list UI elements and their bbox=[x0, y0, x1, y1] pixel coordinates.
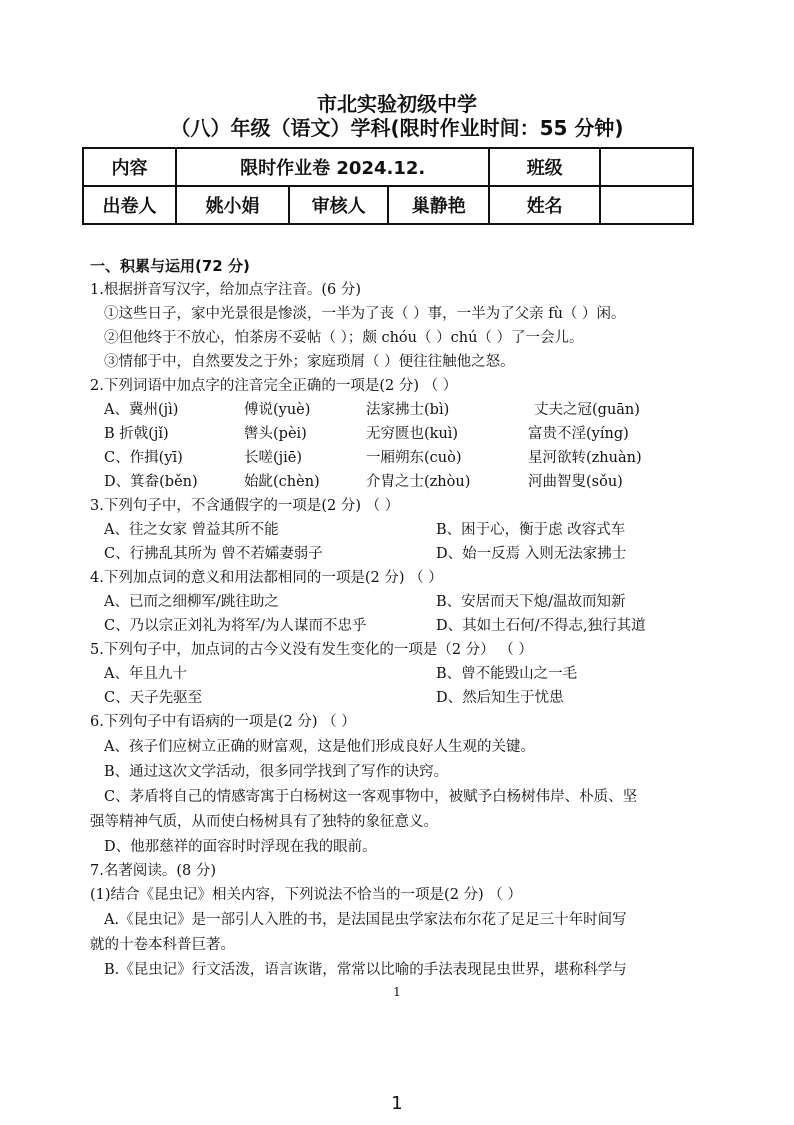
page-number: 1 bbox=[391, 1093, 403, 1114]
q1-line1: ①这些日子，家中光景很是惨淡，一半为了丧（ ）事，一半为了父亲 fù（ ）闲。 bbox=[104, 306, 626, 322]
q4-option-d: D、其如土石何/不得志,独行其道 bbox=[436, 618, 646, 634]
q2-r2c1: 长嗟(jiē) bbox=[244, 450, 303, 466]
content-value: 限时作业卷 2024.12. bbox=[176, 148, 489, 186]
q5-option-c: C、天子先驱至 bbox=[104, 690, 203, 706]
q7-stem: 7.名著阅读。(8 分) bbox=[90, 863, 216, 879]
section-title: 一、积累与运用(72 分) bbox=[90, 257, 250, 275]
q6-option-a: A、孩子们应树立正确的财富观，这是他们形成良好人生观的关键。 bbox=[104, 739, 535, 755]
q2-r2c0: C、作揖(yī) bbox=[104, 450, 183, 466]
q2-r0c1: 傅说(yuè) bbox=[244, 402, 311, 418]
name-blank bbox=[600, 186, 693, 224]
q2-r0c3: 丈夫之冠(guān) bbox=[534, 402, 640, 418]
q6-option-c-line1: C、茅盾将自己的情感寄寓于白杨树这一客观事物中，被赋予白杨树伟岸、朴质、坚 bbox=[104, 789, 638, 805]
q2-r2c2: 一厢朔东(cuò) bbox=[366, 450, 462, 466]
q6-option-c-line2: 强等精神气质，从而使白杨树具有了独特的象征意义。 bbox=[90, 814, 438, 830]
q2-r1c0: B 折戟(jǐ) bbox=[104, 426, 169, 442]
q2-r1c2: 无穷匮也(kuì) bbox=[366, 426, 459, 442]
page-number-small: 1 bbox=[393, 985, 401, 999]
q2-r1c3: 富贵不淫(yíng) bbox=[528, 426, 629, 442]
q6-option-d: D、他那慈祥的面容时时浮现在我的眼前。 bbox=[104, 839, 377, 855]
q2-r3c3: 河曲智叟(sǒu) bbox=[528, 474, 623, 490]
name-label: 姓名 bbox=[489, 186, 600, 224]
q4-option-b: B、安居而天下熄/温故而知新 bbox=[436, 594, 626, 610]
q6-stem: 6.下列句子中有语病的一项是(2 分) （ ） bbox=[90, 714, 356, 730]
q1-stem: 1.根据拼音写汉字，给加点字注音。(6 分) bbox=[90, 282, 361, 298]
q4-stem: 4.下列加点词的意义和用法都相同的一项是(2 分) （ ） bbox=[90, 570, 443, 586]
reviewer-label: 审核人 bbox=[289, 186, 388, 224]
q7-option-a-line2: 就的十卷本科普巨著。 bbox=[90, 937, 235, 953]
q3-option-c: C、行拂乱其所为 曾不若孀妻弱子 bbox=[104, 546, 323, 562]
q7-sub1: (1)结合《昆虫记》相关内容，下列说法不恰当的一项是(2 分) （ ） bbox=[90, 887, 522, 903]
q5-option-d: D、然后知生于忧患 bbox=[436, 690, 564, 706]
q2-r3c2: 介胄之士(zhòu) bbox=[366, 474, 471, 490]
q7-option-b-line1: B.《昆虫记》行文活泼，语言诙谐，常常以比喻的手法表现昆虫世界，堪称科学与 bbox=[104, 962, 627, 978]
q1-line2: ②但他终于不放心，怕茶房不妥帖（ ）；颇 chóu（ ）chú（ ）了一会儿。 bbox=[104, 330, 584, 346]
q7-option-a-line1: A.《昆虫记》是一部引人入胜的书，是法国昆虫学家法布尔花了足足三十年时间写 bbox=[104, 912, 627, 928]
q5-stem: 5.下列句子中，加点词的古今义没有发生变化的一项是（2 分） （ ） bbox=[90, 642, 533, 658]
q2-r1c1: 辔头(pèi) bbox=[244, 426, 307, 442]
author-value: 姚小娟 bbox=[176, 186, 289, 224]
q5-option-a: A、年且九十 bbox=[104, 666, 187, 682]
class-label: 班级 bbox=[489, 148, 600, 186]
reviewer-value: 巢静艳 bbox=[388, 186, 489, 224]
q1-line3: ③情郁于中，自然要发之于外；家庭琐屑（ ）便往往触他之怒。 bbox=[104, 354, 515, 370]
q2-r3c0: D、箕畚(běn) bbox=[104, 474, 198, 490]
q2-r0c0: A、冀州(jì) bbox=[104, 402, 179, 418]
q2-stem: 2.下列词语中加点字的注音完全正确的一项是(2 分) （ ） bbox=[90, 378, 458, 394]
class-blank bbox=[600, 148, 693, 186]
q4-option-c: C、乃以宗正刘礼为将军/为人谋而不忠乎 bbox=[104, 618, 367, 634]
q3-option-b: B、困于心，衡于虑 改容式车 bbox=[436, 522, 626, 538]
q3-option-a: A、往之女家 曾益其所不能 bbox=[104, 522, 279, 538]
q4-option-a: A、已而之细柳军/跳往助之 bbox=[104, 594, 279, 610]
q2-r3c1: 始龀(chèn) bbox=[244, 474, 320, 490]
q6-option-b: B、通过这次文学活动，很多同学找到了写作的诀窍。 bbox=[104, 764, 449, 780]
author-label: 出卷人 bbox=[83, 186, 176, 224]
info-table bbox=[82, 147, 694, 225]
content-label: 内容 bbox=[83, 148, 176, 186]
q5-option-b: B、曾不能毁山之一毛 bbox=[436, 666, 578, 682]
q2-r0c2: 法家拂士(bì) bbox=[366, 402, 450, 418]
q2-r2c3: 星河欲转(zhuàn) bbox=[528, 450, 642, 466]
q3-stem: 3.下列句子中，不含通假字的一项是(2 分) （ ） bbox=[90, 498, 400, 514]
school-title: 市北实验初级中学 bbox=[317, 92, 477, 116]
q3-option-d: D、始一反焉 入则无法家拂士 bbox=[436, 546, 627, 562]
exam-subtitle: （八）年级（语文）学科(限时作业时间：55 分钟) bbox=[170, 116, 624, 140]
